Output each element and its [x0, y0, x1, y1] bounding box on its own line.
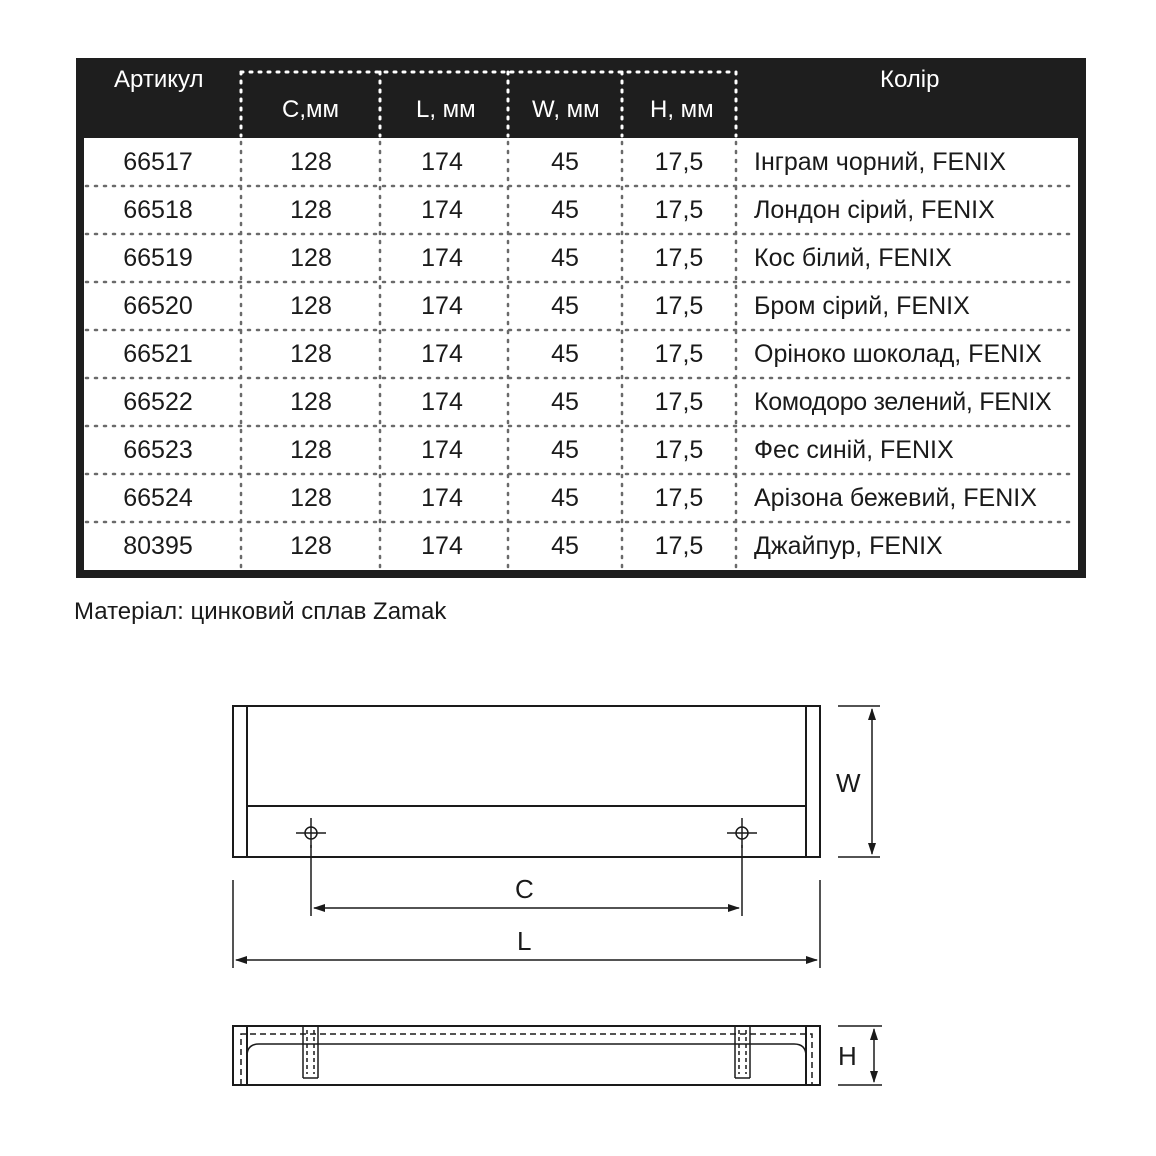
label-w: W	[836, 768, 861, 798]
cell-c: 128	[290, 292, 332, 320]
table-header	[84, 58, 1078, 138]
cell-article: 66524	[123, 484, 193, 512]
cell-w: 45	[551, 244, 579, 272]
cell-l: 174	[421, 436, 463, 464]
cell-article: 66520	[123, 292, 193, 320]
header-article: Артикул	[114, 66, 204, 93]
cell-color: Арізона бежевий, FENIX	[754, 484, 1037, 512]
cell-w: 45	[551, 388, 579, 416]
cell-article: 66521	[123, 340, 193, 368]
mount-hole-left-icon	[296, 818, 326, 848]
cell-color: Інграм чорний, FENIX	[754, 148, 1006, 176]
cell-c: 128	[290, 436, 332, 464]
front-view	[233, 706, 820, 857]
cell-h: 17,5	[654, 196, 704, 224]
header-color: Колір	[880, 66, 940, 93]
header-l: L, мм	[416, 96, 476, 123]
header-w: W, мм	[532, 96, 600, 123]
cell-w: 45	[551, 532, 579, 560]
cell-l: 174	[421, 196, 463, 224]
table-row	[84, 474, 1078, 522]
cell-article: 66519	[123, 244, 193, 272]
label-h: H	[838, 1041, 857, 1071]
cell-h: 17,5	[654, 148, 704, 176]
cell-c: 128	[290, 148, 332, 176]
side-view	[233, 1026, 820, 1085]
cell-color: Бром сірий, FENIX	[754, 292, 970, 320]
cell-color: Комодоро зелений, FENIX	[754, 388, 1052, 416]
cell-c: 128	[290, 532, 332, 560]
cell-article: 80395	[123, 532, 193, 560]
cell-h: 17,5	[654, 340, 704, 368]
cell-c: 128	[290, 196, 332, 224]
label-l: L	[517, 926, 532, 956]
cell-l: 174	[421, 340, 463, 368]
table-row	[84, 138, 1078, 186]
table-row	[84, 378, 1078, 426]
cell-l: 174	[421, 244, 463, 272]
cell-l: 174	[421, 532, 463, 560]
cell-w: 45	[551, 196, 579, 224]
table-row	[84, 186, 1078, 234]
label-c: C	[515, 874, 534, 904]
cell-l: 174	[421, 292, 463, 320]
cell-h: 17,5	[654, 292, 704, 320]
header-c: C,мм	[282, 96, 339, 123]
cell-color: Джайпур, FENIX	[754, 532, 943, 560]
dimension-w	[838, 706, 880, 857]
cell-w: 45	[551, 340, 579, 368]
mount-hole-right-icon	[727, 818, 757, 848]
cell-h: 17,5	[654, 532, 704, 560]
dimension-h	[838, 1026, 882, 1085]
cell-article: 66517	[123, 148, 193, 176]
cell-l: 174	[421, 388, 463, 416]
cell-w: 45	[551, 148, 579, 176]
screw-boss-left	[303, 1026, 318, 1078]
cell-h: 17,5	[654, 436, 704, 464]
cell-l: 174	[421, 484, 463, 512]
table-body	[84, 138, 1078, 570]
material-note: Матеріал: цинковий сплав Zamak	[74, 598, 447, 625]
header-h: H, мм	[650, 96, 714, 123]
table-row	[84, 426, 1078, 474]
cell-w: 45	[551, 436, 579, 464]
cell-w: 45	[551, 292, 579, 320]
table-row	[84, 234, 1078, 282]
dimension-c	[311, 845, 742, 916]
cell-l: 174	[421, 148, 463, 176]
cell-color: Лондон сірий, FENIX	[754, 196, 995, 224]
table-row	[84, 330, 1078, 378]
screw-boss-right	[735, 1026, 750, 1078]
cell-article: 66523	[123, 436, 193, 464]
cell-article: 66518	[123, 196, 193, 224]
cell-h: 17,5	[654, 388, 704, 416]
cell-c: 128	[290, 340, 332, 368]
header-dotted-lines	[76, 58, 1086, 138]
cell-color: Фес синій, FENIX	[754, 436, 954, 464]
cell-h: 17,5	[654, 484, 704, 512]
cell-c: 128	[290, 244, 332, 272]
spec-table	[76, 58, 1086, 578]
cell-color: Кос білий, FENIX	[754, 244, 952, 272]
dimension-l	[233, 880, 820, 968]
cell-article: 66522	[123, 388, 193, 416]
cell-color: Оріноко шоколад, FENIX	[754, 340, 1042, 368]
table-row	[84, 522, 1078, 570]
cell-h: 17,5	[654, 244, 704, 272]
cell-c: 128	[290, 484, 332, 512]
cell-c: 128	[290, 388, 332, 416]
table-row	[84, 282, 1078, 330]
cell-w: 45	[551, 484, 579, 512]
